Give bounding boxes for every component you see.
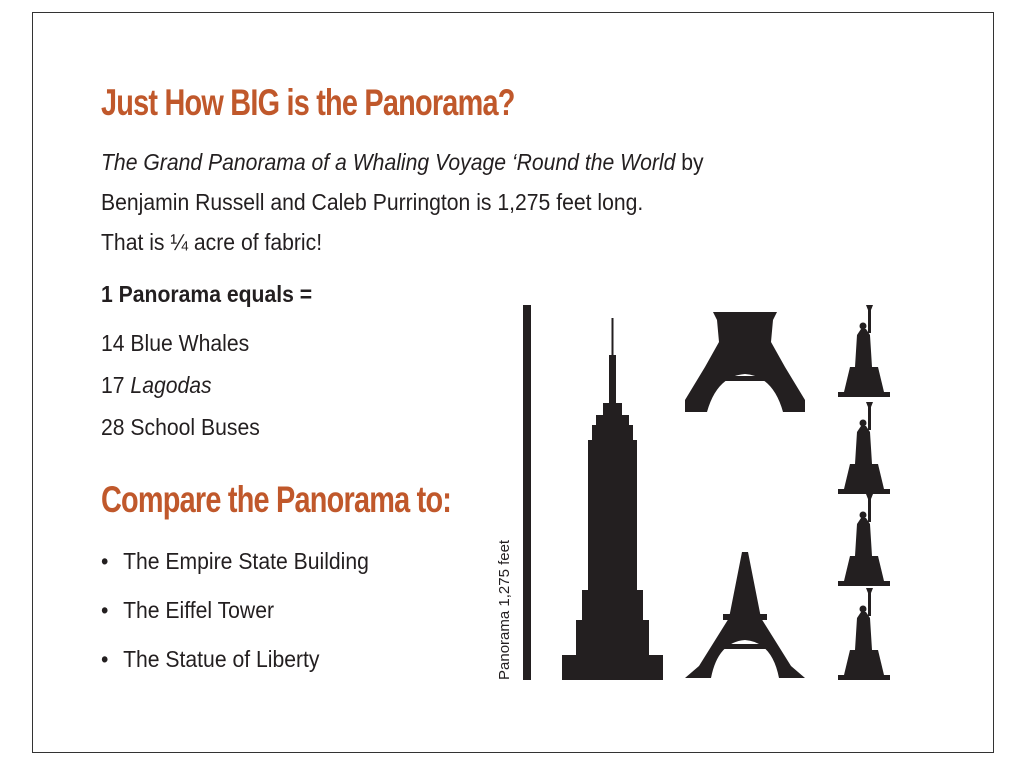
compare-heading: Compare the Panorama to:	[101, 479, 452, 520]
scale-bar	[523, 305, 531, 680]
intro-line-3: That is ¼ acre of fabric!	[101, 229, 323, 255]
equals-item-school-buses	[101, 406, 260, 448]
compare-item-empire-state	[101, 537, 369, 586]
equals-item-lagodas	[101, 364, 260, 406]
eiffel-tower-upper-silhouette	[685, 312, 805, 412]
equals-number: 28	[101, 414, 125, 440]
scale-label: Panorama 1,275 feet	[496, 539, 513, 680]
equals-heading: 1 Panorama equals =	[101, 281, 313, 307]
compare-label: The Statue of Liberty	[123, 646, 320, 672]
statue-of-liberty-silhouette	[838, 305, 890, 397]
empire-state-building-silhouette	[562, 318, 663, 680]
compare-item-eiffel	[101, 586, 369, 635]
statue-of-liberty-silhouette	[838, 402, 890, 494]
bullet-icon: •	[101, 548, 109, 574]
equals-list	[101, 322, 260, 448]
intro-paragraph	[101, 142, 704, 262]
work-title: The Grand Panorama of a Whaling Voyage ‘Round the World	[101, 149, 676, 175]
intro-line-1	[101, 142, 704, 182]
intro-line-2: Benjamin Russell and Caleb Purrington is 1,275 feet long.	[101, 189, 644, 215]
compare-item-statue	[101, 635, 369, 684]
size-comparison-figure	[480, 290, 920, 690]
equals-number: 14	[101, 330, 125, 356]
statue-of-liberty-silhouette	[838, 494, 890, 586]
equals-label: School Buses	[130, 414, 260, 440]
main-heading: Just How BIG is the Panorama?	[101, 82, 515, 123]
intro-by: by	[675, 149, 704, 175]
eiffel-tower-silhouette	[685, 552, 805, 678]
equals-item-blue-whales	[101, 322, 260, 364]
equals-label: Lagodas	[130, 372, 212, 398]
compare-label: The Empire State Building	[123, 548, 369, 574]
statue-of-liberty-silhouette	[838, 588, 890, 680]
compare-label: The Eiffel Tower	[123, 597, 275, 623]
equals-label: Blue Whales	[130, 330, 250, 356]
equals-number: 17	[101, 372, 125, 398]
bullet-icon: •	[101, 597, 109, 623]
bullet-icon: •	[101, 646, 109, 672]
compare-list	[101, 537, 369, 684]
